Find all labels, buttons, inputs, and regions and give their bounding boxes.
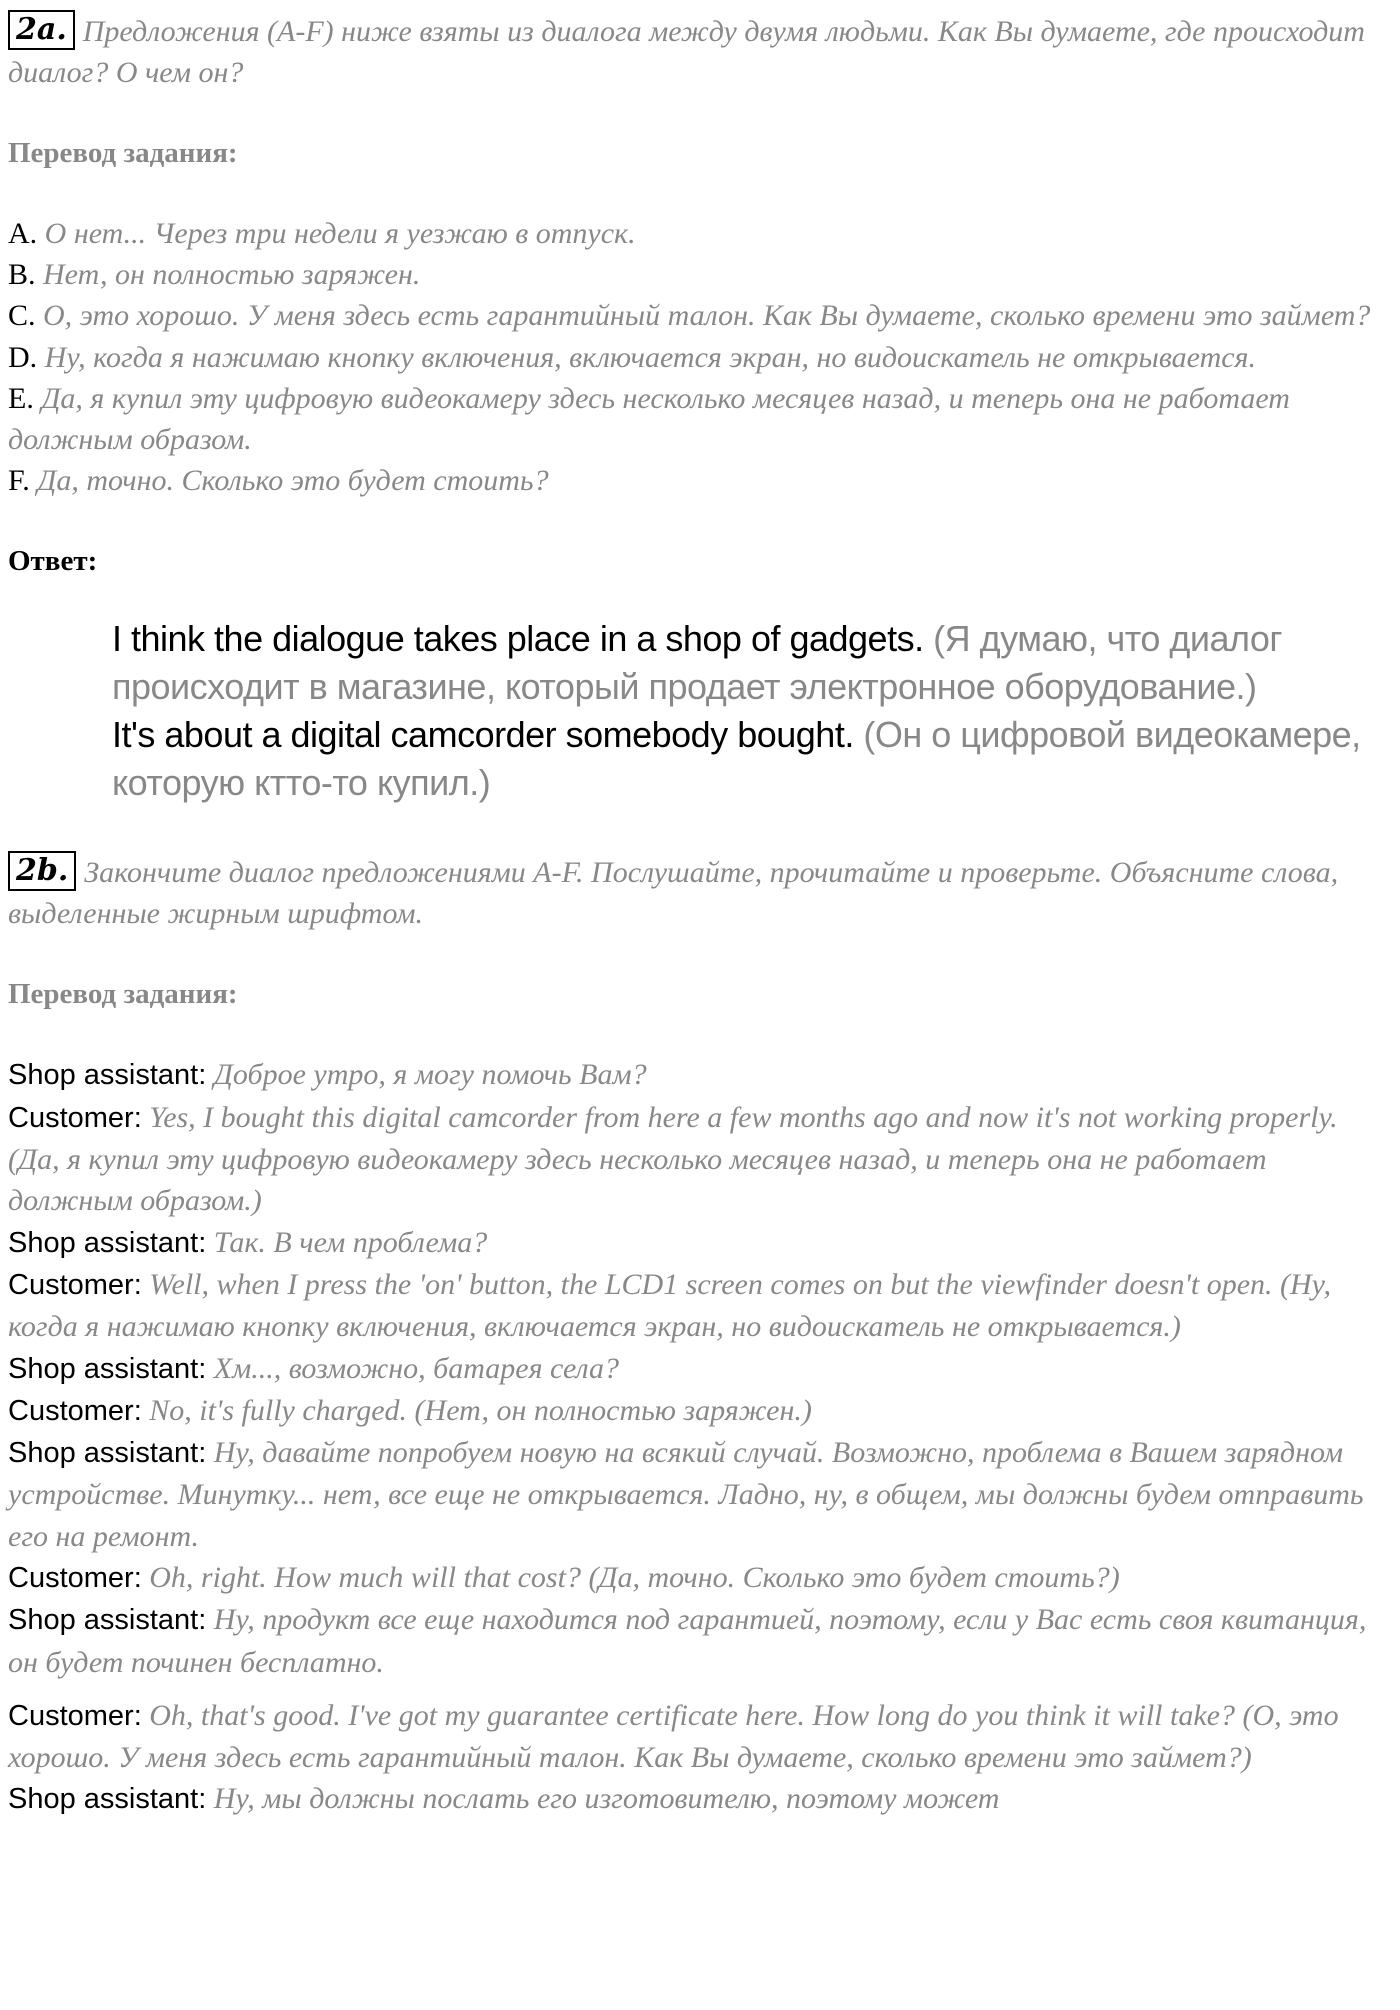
speaker-label: Shop assistant: (8, 1352, 207, 1385)
task-2b-badge: 2b. (8, 851, 76, 891)
dialogue-line: Customer: Well, when I press the 'on' button, the LCD1 screen comes on but the viewfinder doesn't open. (Ну, когда я нажимаю кнопку включения, включается экран, но видоискатель не открывается.) (8, 1267, 1331, 1344)
speaker-label: Customer: (8, 1101, 142, 1134)
answer-block (8, 615, 1393, 807)
speaker-label: Customer: (8, 1561, 142, 1594)
dialogue-line: Customer: Oh, right. How much will that cost? (Да, точно. Сколько это будет стоить?) (8, 1560, 1120, 1594)
dialogue-line: Shop assistant: Так. В чем проблема? (8, 1225, 488, 1259)
task-2a-instruction: Предложения (A-F) ниже взяты из диалога между двумя людьми. Как Вы думаете, где происходит диалог? О чем он? (8, 15, 1365, 89)
list-item: A. О нет... Через три недели я уезжаю в отпуск. (8, 217, 636, 250)
task-2a-badge: 2a. (8, 10, 75, 50)
dialogue-line: Customer: Oh, that's good. I've got my guarantee certificate here. How long do you think it will take? (О, это хорошо. У меня здесь есть гарантийный талон. Как Вы думаете, сколько времени это займет?) (8, 1698, 1339, 1775)
speaker-label: Customer: (8, 1394, 142, 1427)
answer-heading: Ответ: (8, 545, 98, 578)
dialogue-line: Shop assistant: Ну, продукт все еще находится под гарантией, поэтому, если у Вас есть своя квитанция, он будет починен бесплатно. (8, 1603, 1367, 1679)
speaker-label: Shop assistant: (8, 1226, 207, 1259)
answer-paragraph: I think the dialogue takes place in a shop of gadgets. (Я думаю, что диалог происходит в магазине, который продает электронное оборудование.) (112, 618, 1283, 708)
task-2b-instruction: Закончите диалог предложениями A-F. Послушайте, прочитайте и проверьте. Объясните слова, выделенные жирным шрифтом. (8, 856, 1339, 931)
speaker-label: Shop assistant: (8, 1059, 207, 1092)
list-item: D. Ну, когда я нажимаю кнопку включения, включается экран, но видоискатель не открывается. (8, 340, 1256, 374)
task-2b-header (8, 851, 1393, 934)
dialogue-line: Shop assistant: Доброе утро, я могу помочь Вам? (8, 1058, 647, 1092)
page (8, 10, 1393, 1821)
dialogue-line: Shop assistant: Ну, мы должны послать его изготовителю, поэтому может (8, 1782, 1000, 1816)
list-item: E. Да, я купил эту цифровую видеокамеру здесь несколько месяцев назад, и теперь она не работает должным образом. (8, 381, 1290, 457)
task-2b-translation-heading: Перевод задания: (8, 978, 238, 1011)
list-item: F. Да, точно. Сколько это будет стоить? (8, 464, 549, 498)
dialogue-line: Customer: Yes, I bought this digital camcorder from here a few months ago and now it's not working properly. (Да, я купил эту цифровую видеокамеру здесь несколько месяцев назад, и теперь она не работает должным образом.) (8, 1100, 1338, 1218)
answer-paragraph: It's about a digital camcorder somebody bought. (Он о цифровой видеокамере, которую ктто-то купил.) (112, 714, 1361, 804)
speaker-label: Shop assistant: (8, 1437, 207, 1470)
dialogue (8, 1054, 1393, 1820)
speaker-label: Shop assistant: (8, 1783, 207, 1816)
speaker-label: Customer: (8, 1699, 142, 1732)
speaker-label: Shop assistant: (8, 1604, 207, 1637)
dialogue-line: Customer: No, it's fully charged. (Нет, он полностью заряжен.) (8, 1393, 812, 1427)
list-item: C. О, это хорошо. У меня здесь есть гарантийный талон. Как Вы думаете, сколько времени это займет? (8, 299, 1371, 333)
task-2a-items (8, 213, 1393, 501)
dialogue-line: Shop assistant: Ну, давайте попробуем новую на всякий случай. Возможно, проблема в Вашем зарядном устройстве. Минутку... нет, все еще не открывается. Ладно, ну, в общем, мы должны будем отправить его на ремонт. (8, 1436, 1364, 1553)
dialogue-line: Shop assistant: Хм..., возможно, батарея села? (8, 1351, 619, 1385)
task-2a-translation-heading: Перевод задания: (8, 137, 238, 169)
task-2a-header (8, 10, 1393, 93)
speaker-label: Customer: (8, 1268, 142, 1301)
list-item: B. Нет, он полностью заряжен. (8, 258, 421, 292)
